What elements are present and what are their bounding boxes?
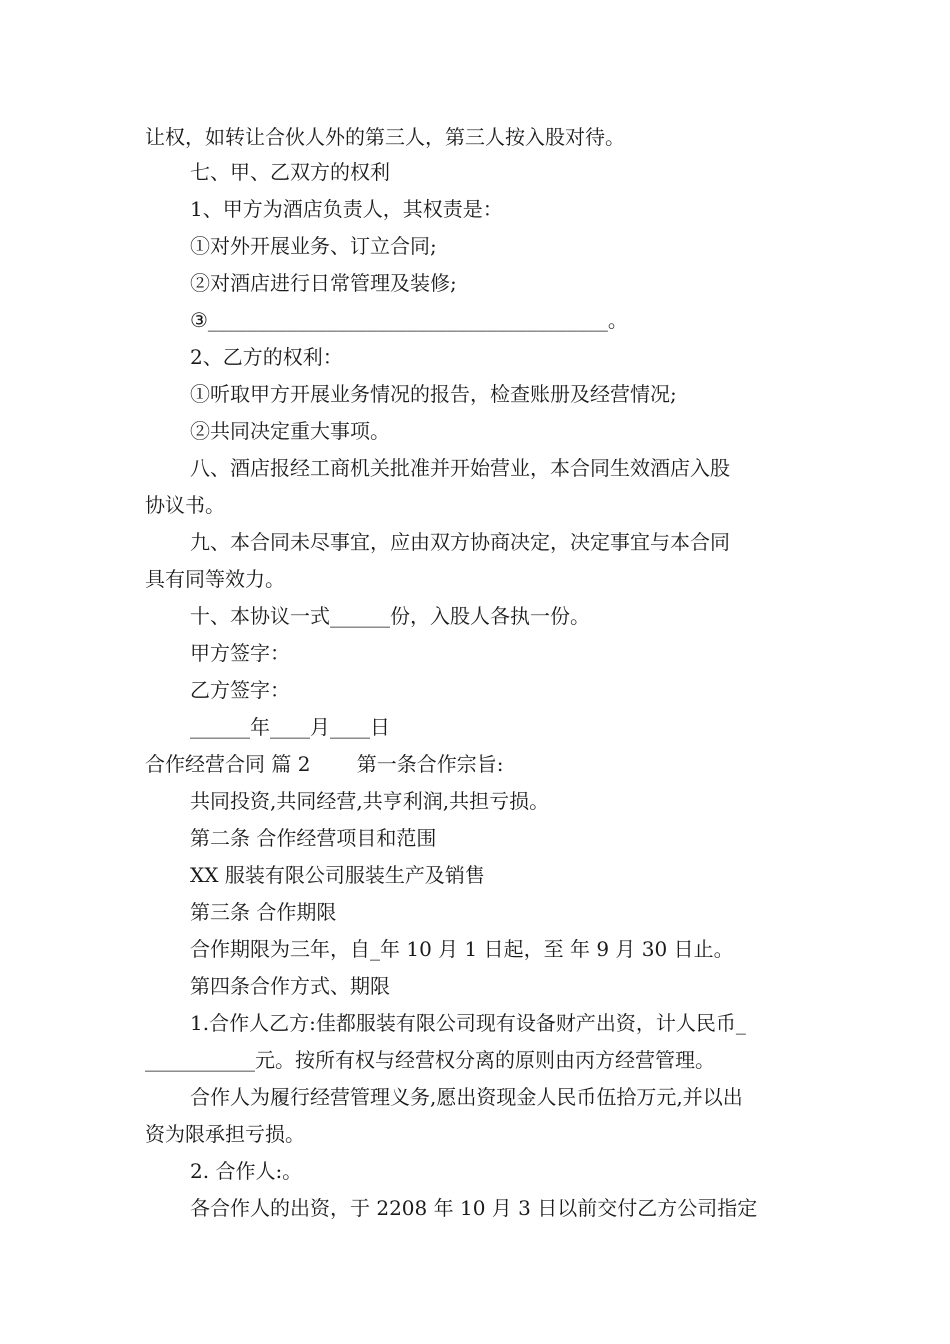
- text-line: ②对酒店进行日常管理及装修;: [190, 271, 457, 295]
- text-line: 共同投资,共同经营,共亨利润,共担亏损。: [190, 789, 550, 813]
- text-line: XX 服装有限公司服装生产及销售: [190, 863, 485, 887]
- text-line: 2. 合作人:。: [190, 1159, 303, 1183]
- signature-line-party-b: 乙方签字：: [190, 678, 290, 702]
- text-line: 各合作人的出资，于 2208 年 10 月 3 日以前交付乙方公司指定: [190, 1196, 758, 1220]
- section-heading: 合作经营合同 篇 2 第一条合作宗旨:: [145, 752, 504, 776]
- text-line: 十、本协议一式______份，入股人各执一份。: [190, 604, 590, 628]
- text-line: 资为限承担亏损。: [145, 1122, 305, 1146]
- text-line: 具有同等效力。: [145, 567, 285, 591]
- text-line: 合作人为履行经营管理义务,愿出资现金人民币伍拾万元,并以出: [190, 1085, 743, 1109]
- text-line: 让权，如转让合伙人外的第三人，第三人按入股对待。: [145, 125, 625, 149]
- text-line: 1、甲方为酒店负责人，其权责是：: [190, 197, 503, 221]
- text-line: 九、本合同未尽事宜，应由双方协商决定，决定事宜与本合同: [190, 530, 730, 554]
- text-line: ①对外开展业务、订立合同;: [190, 234, 437, 258]
- text-line: 1.合作人乙方:佳都服装有限公司现有设备财产出资，计人民币_: [190, 1011, 746, 1035]
- date-line: ______年____月____日: [190, 715, 390, 739]
- text-line: 第二条 合作经营项目和范围: [190, 826, 437, 850]
- text-line: 七、甲、乙双方的权利: [190, 160, 390, 184]
- signature-line-party-a: 甲方签字：: [190, 641, 290, 665]
- text-line: 2、乙方的权利：: [190, 345, 343, 369]
- text-line: 第四条合作方式、期限: [190, 974, 390, 998]
- text-line: ___________元。按所有权与经营权分离的原则由丙方经营管理。: [145, 1048, 715, 1072]
- text-line: 八、酒店报经工商机关批准并开始营业，本合同生效酒店入股: [190, 456, 730, 480]
- text-line: 第三条 合作期限: [190, 900, 337, 924]
- text-line: ②共同决定重大事项。: [190, 419, 390, 443]
- text-line: ①听取甲方开展业务情况的报告，检查账册及经营情况;: [190, 382, 677, 406]
- text-line: ③________________________________________。: [190, 308, 628, 332]
- text-line: 合作期限为三年，自_年 10 月 1 日起，至 年 9 月 30 日止。: [190, 937, 734, 961]
- text-line: 协议书。: [145, 493, 225, 517]
